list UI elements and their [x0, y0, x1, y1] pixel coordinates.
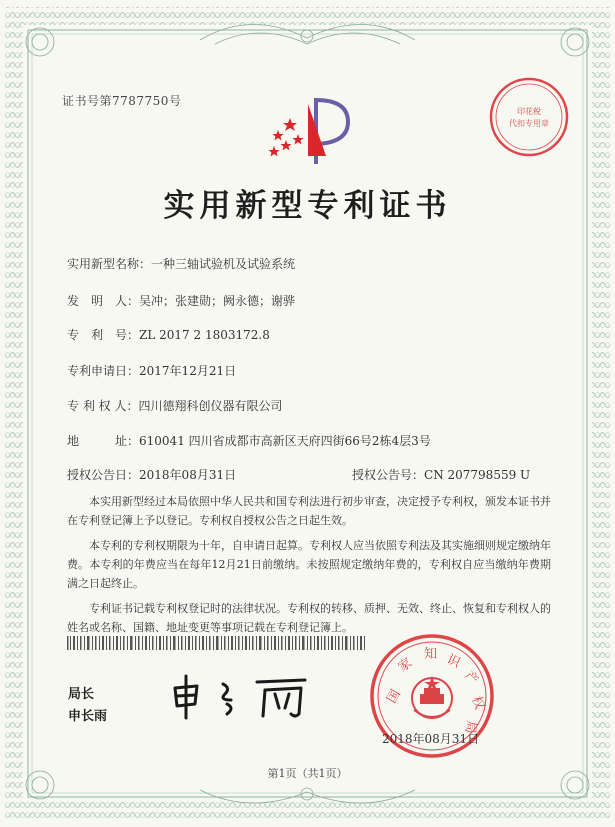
filing-date-value: 2017年12月21日: [139, 364, 237, 378]
utility-model-name-row: [67, 255, 295, 272]
patentee-label: 专 利 权 人：: [67, 399, 139, 413]
page-number: 第1页（共1页）: [267, 767, 348, 780]
grant-date-label: 授权公告日：: [67, 468, 140, 482]
body-paragraph-3: 专利证书记载专利权登记时的法律状况。专利权的转移、质押、无效、终止、恢复和专利权人的姓名或名称、国籍、地址变更等事项记载在专利登记簿上。: [67, 602, 551, 634]
patentee-value: 四川德翔科创仪器有限公司: [138, 399, 283, 413]
director-signature: [165, 670, 315, 720]
svg-text:知: 知: [424, 647, 438, 662]
body-paragraph-1: 本实用新型经过本局依照中华人民共和国专利法进行初步审查，决定授予专利权，颁发本证书并在专利登记簿上予以登记。专利权自授权公告之日起生效。: [67, 495, 551, 527]
filing-date-row: [67, 362, 236, 379]
name-label: 实用新型名称：: [67, 257, 152, 271]
address-row: [67, 432, 431, 449]
name-value: 一种三轴试验机及试验系统: [151, 257, 296, 271]
svg-text:局: 局: [461, 719, 479, 735]
certificate-title: 实用新型专利证书: [163, 188, 452, 224]
director-title: 局长: [68, 687, 95, 702]
body-paragraph-2: 本专利的专利权期限为十年，自申请日起算。专利权人应当依照专利法及其实施细则规定缴纳年费。本专利的年费应当在每年12月21日前缴纳。未按照规定缴纳年费的，专利权自应当缴纳年费期满之日起终止。: [67, 539, 551, 590]
svg-text:权: 权: [468, 694, 487, 712]
barcode-strip: [67, 636, 367, 650]
grant-number-label: 授权公告号：: [352, 468, 425, 482]
patent-office-emblem-icon: [268, 94, 352, 168]
svg-text:代扣专用章: 代扣专用章: [509, 119, 549, 128]
certificate-number: 证书号第7787750号: [62, 94, 182, 108]
inventor-label: 发 明 人：: [67, 294, 140, 308]
certificate-body-text: [67, 492, 551, 643]
svg-text:印花税: 印花税: [517, 107, 541, 116]
svg-text:产: 产: [461, 668, 481, 689]
grant-date-value: 2018年08月31日: [139, 468, 237, 482]
seal-date: 2018年08月31日: [382, 732, 480, 746]
patent-number-value: ZL 2017 2 1803172.8: [139, 328, 270, 342]
grant-number-value: CN 207798559 U: [424, 468, 531, 482]
grant-number-row: [352, 466, 530, 483]
patent-number-label: 专 利 号：: [67, 328, 140, 342]
inventor-row: [67, 292, 295, 309]
svg-text:国: 国: [384, 687, 404, 706]
address-value: 610041 四川省成都市高新区天府四街66号2栋4层3号: [139, 434, 431, 448]
svg-text:家: 家: [395, 655, 415, 676]
address-label: 地 址：: [67, 434, 140, 448]
inventor-value: 吴冲；张建勋；阙永德；谢骅: [139, 294, 296, 308]
tax-stamp-seal-icon: [488, 76, 570, 158]
filing-date-label: 专利申请日：: [67, 364, 140, 378]
patentee-row: [67, 397, 282, 414]
svg-text:识: 识: [444, 652, 463, 672]
grant-date-row: [67, 466, 236, 483]
director-name: 申长雨: [68, 709, 108, 724]
patent-number-row: [67, 326, 270, 343]
